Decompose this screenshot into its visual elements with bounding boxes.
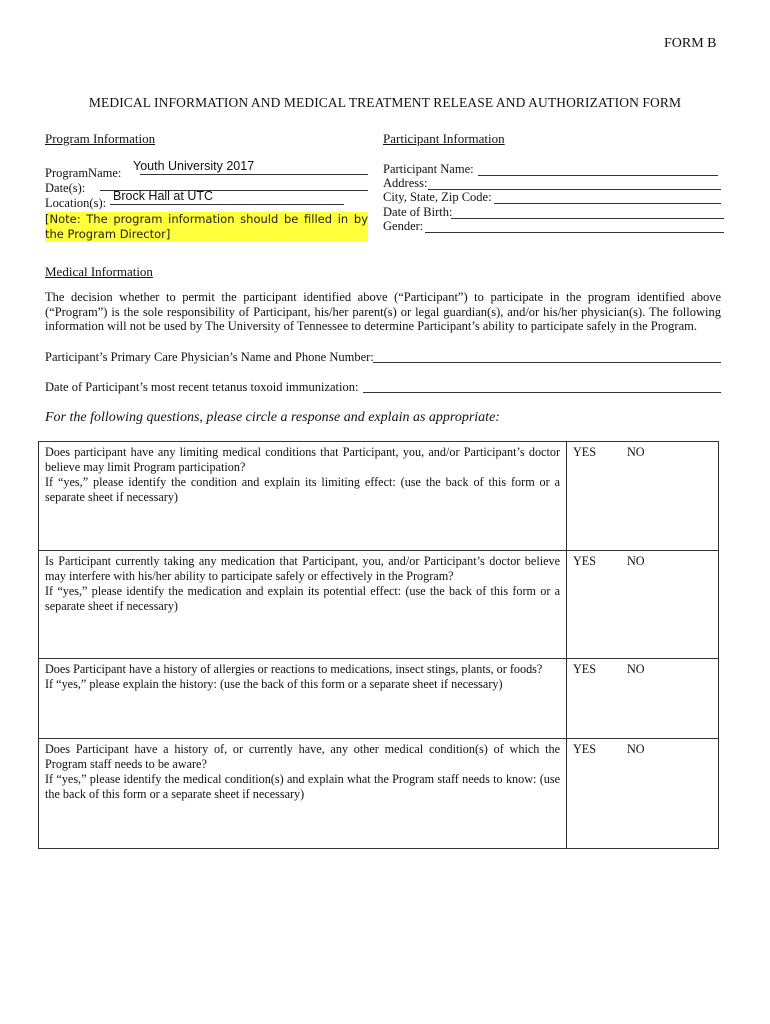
participant-name-label: Participant Name: (383, 162, 474, 176)
participant-dob-label: Date of Birth: (383, 205, 453, 219)
question-followup: If “yes,” please identify the medication and explain its potential effect: (use the back of this form or a separate sheet if necessary) (45, 584, 560, 613)
yes-option[interactable]: YES (573, 445, 597, 459)
question-text: Does Participant have a history of allergies or reactions to medications, insect stings, plants, or foods? (45, 662, 543, 676)
physician-field[interactable] (373, 349, 721, 363)
yes-option[interactable]: YES (573, 742, 597, 756)
physician-label: Participant’s Primary Care Physician’s Name and Phone Number: (45, 350, 374, 364)
question-followup: If “yes,” please identify the medical condition(s) and explain what the Program staff needs to know: (use the back of this form or a separate sheet if necessary) (45, 772, 560, 801)
participant-name-field[interactable] (478, 162, 718, 176)
program-location-value: Brock Hall at UTC (113, 189, 214, 203)
program-director-note: [Note: The program information should be filled in by the Program Director] (45, 212, 368, 241)
question-cell (39, 551, 567, 659)
program-location-field[interactable] (110, 191, 344, 205)
yes-option[interactable]: YES (573, 662, 597, 676)
tetanus-label: Date of Participant’s most recent tetanus toxoid immunization: (45, 380, 359, 394)
question-cell (39, 442, 567, 551)
answer-cell (567, 442, 719, 551)
no-option[interactable]: NO (627, 662, 645, 676)
medical-info-heading: Medical Information (45, 264, 153, 279)
form-code: FORM B (664, 36, 717, 51)
yes-option[interactable]: YES (573, 554, 597, 568)
question-text: Is Participant currently taking any medication that Participant, you, and/or Participant’s doctor believe may interfere with his/her ability to participate safely or effectively in the Program? (45, 554, 560, 583)
participant-dob-field[interactable] (451, 205, 724, 219)
participant-address-label: Address: (383, 176, 428, 190)
question-cell (39, 659, 567, 739)
question-text: Does participant have any limiting medical conditions that Participant, you, and/or Participant’s doctor believe may limit Program participation? (45, 445, 560, 474)
medical-info-paragraph: The decision whether to permit the participant identified above (“Participant”) to participate in the program identified above (“Program”) is the sole responsibility of Participant, his/her parent(s) or legal guardian(s), and/or his/her physician(s). The following information will not be used by The University of Tennessee to determine Participant’s ability to participate safely in the Program. (45, 290, 721, 333)
instructions: For the following questions, please circle a response and explain as appropriate: (45, 410, 500, 425)
question-text: Does Participant have a history of, or currently have, any other medical condition(s) of which the Program staff needs to be aware? (45, 742, 560, 771)
question-followup: If “yes,” please explain the history: (use the back of this form or a separate sheet if necessary) (45, 677, 503, 691)
questions-table (38, 441, 719, 849)
program-name-value: Youth University 2017 (133, 159, 255, 173)
no-option[interactable]: NO (627, 445, 645, 459)
participant-info-heading: Participant Information (383, 131, 505, 146)
question-row (39, 442, 719, 551)
program-info-heading: Program Information (45, 131, 156, 146)
answer-cell (567, 659, 719, 739)
participant-address-field[interactable] (428, 176, 721, 190)
question-row (39, 551, 719, 659)
question-row (39, 739, 719, 849)
question-followup: If “yes,” please identify the condition and explain its limiting effect: (use the back of this form or a separate sheet if necessary) (45, 475, 560, 504)
tetanus-field[interactable] (363, 379, 721, 393)
participant-gender-label: Gender: (383, 219, 424, 233)
program-location-label: Location(s): (45, 196, 107, 210)
answer-cell (567, 739, 719, 849)
question-cell (39, 739, 567, 849)
program-dates-label: Date(s): (45, 181, 86, 195)
no-option[interactable]: NO (627, 554, 645, 568)
answer-cell (567, 551, 719, 659)
program-name-field[interactable] (133, 159, 368, 175)
participant-city-field[interactable] (494, 190, 721, 204)
question-row (39, 659, 719, 739)
participant-city-label: City, State, Zip Code: (383, 190, 492, 204)
participant-gender-field[interactable] (425, 219, 724, 233)
no-option[interactable]: NO (627, 742, 645, 756)
form-title: MEDICAL INFORMATION AND MEDICAL TREATMENT RELEASE AND AUTHORIZATION FORM (88, 95, 682, 110)
program-name-label: ProgramName: (45, 166, 122, 180)
